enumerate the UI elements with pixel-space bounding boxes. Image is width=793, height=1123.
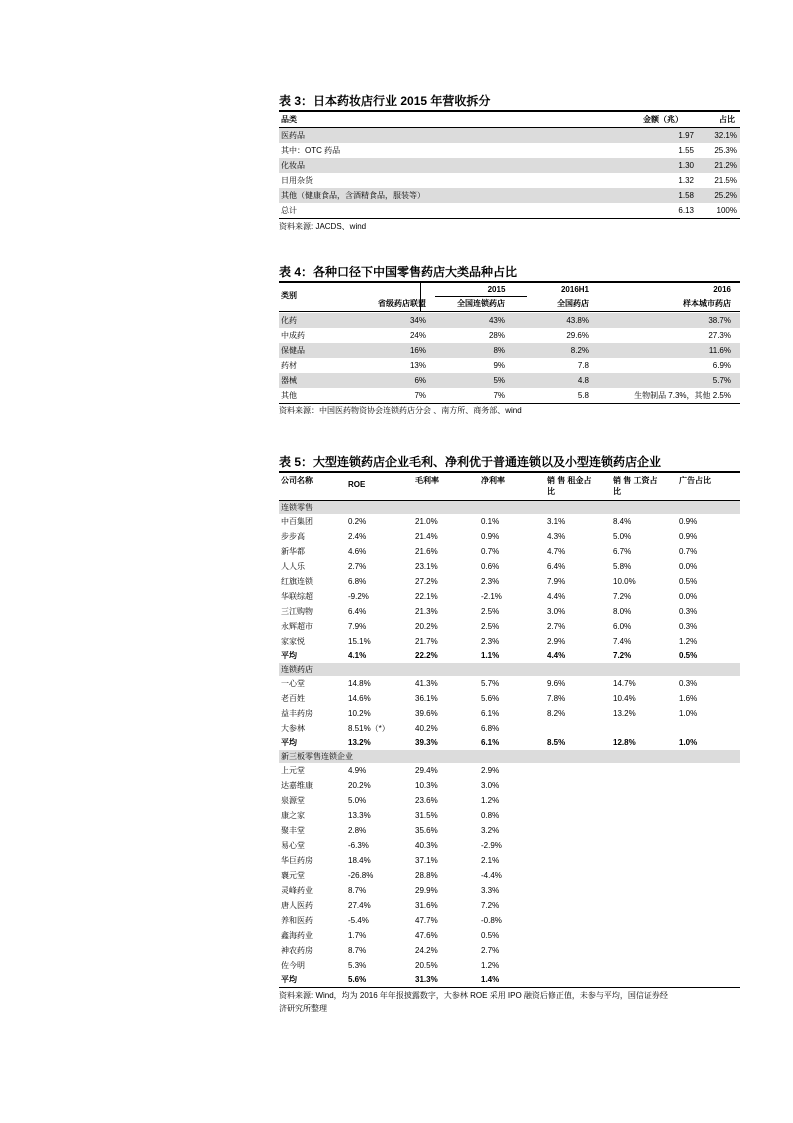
cell-net-margin: 0.1% (481, 517, 500, 526)
cell-ad-ratio: 0.5% (679, 651, 698, 660)
cell-rent-ratio: 4.3% (547, 532, 566, 541)
table-4 (279, 264, 740, 417)
header-2016-sub: 样本城市药店 (683, 299, 731, 308)
cell-gross-margin: 23.6% (415, 796, 438, 805)
cell-national: 4.8 (577, 376, 589, 385)
cell-category: 其中：OTC 药品 (281, 146, 341, 155)
cell-gross-margin: 29.9% (415, 886, 438, 895)
cell-rent-ratio: 8.5% (547, 738, 566, 747)
group-name: 连锁药店 (281, 665, 313, 674)
cell-roe: 2.4% (348, 532, 367, 541)
table-row (279, 778, 740, 793)
table-row (279, 898, 740, 913)
cell-wage-ratio: 8.0% (613, 607, 632, 616)
table-row (279, 514, 740, 529)
cell-gross-margin: 21.7% (415, 637, 438, 646)
cell-gross-margin: 28.8% (415, 871, 438, 880)
cell-company: 康之家 (281, 811, 305, 820)
cell-roe: 7.9% (348, 622, 367, 631)
cell-roe: 8.7% (348, 946, 367, 955)
cell-national-chain: 43% (488, 316, 505, 325)
cell-sample-city: 5.7% (712, 376, 731, 385)
table-row (279, 619, 740, 634)
cell-roe: -26.8% (348, 871, 374, 880)
group-header (279, 663, 740, 676)
table-4-title: 表 4：各种口径下中国零售药店大类品种占比 (279, 265, 518, 279)
cell-company: 上元堂 (281, 766, 305, 775)
cell-net-margin: 6.1% (481, 738, 500, 747)
cell-gross-margin: 22.2% (415, 651, 438, 660)
cell-amount: 1.97 (678, 131, 694, 140)
cell-category: 化药 (281, 316, 297, 325)
table-row (279, 143, 740, 158)
cell-national: 7.8 (577, 361, 589, 370)
cell-national-chain: 7% (493, 391, 505, 400)
cell-amount: 1.58 (678, 191, 694, 200)
table-row (279, 706, 740, 721)
cell-net-margin: 2.1% (481, 856, 500, 865)
table-row (279, 853, 740, 868)
cell-roe: 4.1% (348, 651, 367, 660)
cell-company: 灵峰药业 (281, 886, 313, 895)
cell-ad-ratio: 0.0% (679, 592, 698, 601)
cell-roe: 8.7% (348, 886, 367, 895)
cell-roe: 2.7% (348, 562, 367, 571)
table-row (279, 676, 740, 691)
cell-sample-city: 38.7% (708, 316, 731, 325)
cell-gross-margin: 31.5% (415, 811, 438, 820)
cell-net-margin: 6.8% (481, 724, 500, 733)
table-row (279, 589, 740, 604)
cell-category: 药材 (281, 361, 297, 370)
cell-company: 平均 (281, 975, 297, 984)
cell-national: 43.8% (566, 316, 589, 325)
cell-gross-margin: 31.3% (415, 975, 438, 984)
cell-net-margin: -2.9% (481, 841, 502, 850)
cell-wage-ratio: 5.8% (613, 562, 632, 571)
cell-category: 器械 (281, 376, 297, 385)
cell-gross-margin: 20.5% (415, 961, 438, 970)
cell-company: 新华都 (281, 547, 305, 556)
cell-roe: 5.6% (348, 975, 367, 984)
cell-gross-margin: 24.2% (415, 946, 438, 955)
table-5 (279, 454, 740, 1015)
cell-provincial: 6% (414, 376, 426, 385)
header-rent-ratio: 销 售 租金占 (547, 476, 592, 485)
cell-wage-ratio: 8.4% (613, 517, 632, 526)
cell-net-margin: 0.6% (481, 562, 500, 571)
header-2016h1: 2016H1 (560, 285, 589, 294)
cell-gross-margin: 29.4% (415, 766, 438, 775)
cell-company: 一心堂 (281, 679, 305, 688)
cell-wage-ratio: 10.0% (613, 577, 636, 586)
cell-gross-margin: 22.1% (415, 592, 438, 601)
cell-company: 华巨药房 (281, 856, 313, 865)
cell-national: 5.8 (577, 391, 589, 400)
cell-gross-margin: 40.2% (415, 724, 438, 733)
cell-net-margin: 2.3% (481, 637, 500, 646)
cell-company: 益丰药房 (281, 709, 313, 718)
group-header (279, 750, 740, 763)
cell-national-chain: 5% (493, 376, 505, 385)
cell-company: 养和医药 (281, 916, 313, 925)
header-gross-margin: 毛利率 (415, 476, 439, 485)
cell-roe: -6.3% (348, 841, 369, 850)
cell-company: 大参林 (281, 724, 305, 733)
table-row (279, 808, 740, 823)
cell-company: 老百姓 (281, 694, 305, 703)
cell-rent-ratio: 4.7% (547, 547, 566, 556)
cell-net-margin: 1.2% (481, 796, 500, 805)
cell-net-margin: 2.5% (481, 607, 500, 616)
cell-provincial: 34% (409, 316, 426, 325)
table-row (279, 328, 740, 343)
cell-net-margin: 3.2% (481, 826, 500, 835)
average-row (279, 649, 740, 663)
cell-wage-ratio: 10.4% (613, 694, 636, 703)
cell-share: 25.2% (714, 191, 737, 200)
cell-ad-ratio: 0.5% (679, 577, 698, 586)
header-wage-ratio-2: 比 (613, 487, 621, 496)
cell-roe: 13.2% (348, 738, 371, 747)
cell-net-margin: 1.4% (481, 975, 500, 984)
cell-roe: 27.4% (348, 901, 371, 910)
cell-share: 25.3% (714, 146, 737, 155)
cell-category: 日用杂货 (281, 176, 313, 185)
cell-roe: -5.4% (348, 916, 369, 925)
cell-company: 平均 (281, 738, 297, 747)
cell-company: 聚丰堂 (281, 826, 305, 835)
cell-wage-ratio: 6.7% (613, 547, 632, 556)
header-rent-ratio-2: 比 (547, 487, 555, 496)
table-row (279, 634, 740, 649)
cell-rent-ratio: 7.9% (547, 577, 566, 586)
cell-gross-margin: 35.6% (415, 826, 438, 835)
table-row (279, 913, 740, 928)
cell-rent-ratio: 7.8% (547, 694, 566, 703)
cell-company: 平均 (281, 651, 297, 660)
header-net-margin: 净利率 (481, 476, 505, 485)
cell-national: 29.6% (566, 331, 589, 340)
table-5-header (279, 473, 740, 501)
cell-rent-ratio: 3.1% (547, 517, 566, 526)
table-row (279, 313, 740, 328)
table-3-title: 表 3：日本药妆店行业 2015 年营收拆分 (279, 94, 491, 108)
cell-sample-city: 6.9% (712, 361, 731, 370)
cell-company: 鑫海药业 (281, 931, 313, 940)
cell-category: 医药品 (281, 131, 305, 140)
cell-company: 襄元堂 (281, 871, 305, 880)
header-2015-sub1: 省级药店联盟 (378, 299, 426, 308)
table-row (279, 838, 740, 853)
cell-gross-margin: 36.1% (415, 694, 438, 703)
cell-wage-ratio: 5.0% (613, 532, 632, 541)
cell-rent-ratio: 8.2% (547, 709, 566, 718)
cell-sample-city: 27.3% (708, 331, 731, 340)
group-name: 连锁零售 (281, 503, 313, 512)
cell-wage-ratio: 14.7% (613, 679, 636, 688)
cell-company: 易心堂 (281, 841, 305, 850)
table-5-source-1: 资料来源: Wind，均为 2016 年年报披露数字，大参林 ROE 采用 IPO 融资后修正值，未参与平均，国信证券经 (279, 991, 668, 1000)
header-2016h1-sub: 全国药店 (557, 299, 589, 308)
cell-ad-ratio: 1.0% (679, 738, 698, 747)
cell-net-margin: 2.3% (481, 577, 500, 586)
cell-rent-ratio: 3.0% (547, 607, 566, 616)
cell-gross-margin: 21.3% (415, 607, 438, 616)
table-row (279, 373, 740, 388)
cell-net-margin: 1.2% (481, 961, 500, 970)
table-3 (279, 93, 740, 233)
cell-net-margin: 3.0% (481, 781, 500, 790)
cell-net-margin: 7.2% (481, 901, 500, 910)
table-row (279, 928, 740, 943)
cell-roe: 1.7% (348, 931, 367, 940)
cell-gross-margin: 31.6% (415, 901, 438, 910)
cell-ad-ratio: 0.3% (679, 679, 698, 688)
cell-company: 中百集团 (281, 517, 313, 526)
table-row (279, 604, 740, 619)
cell-roe: 20.2% (348, 781, 371, 790)
cell-category: 化妆品 (281, 161, 305, 170)
cell-rent-ratio: 4.4% (547, 592, 566, 601)
cell-gross-margin: 27.2% (415, 577, 438, 586)
cell-net-margin: 0.5% (481, 931, 500, 940)
table-row (279, 763, 740, 778)
header-2016: 2016 (713, 285, 731, 294)
cell-company: 神农药房 (281, 946, 313, 955)
cell-gross-margin: 21.6% (415, 547, 438, 556)
cell-gross-margin: 10.3% (415, 781, 438, 790)
cell-ad-ratio: 1.2% (679, 637, 698, 646)
cell-net-margin: -2.1% (481, 592, 502, 601)
cell-wage-ratio: 6.0% (613, 622, 632, 631)
cell-ad-ratio: 0.3% (679, 607, 698, 616)
cell-gross-margin: 39.6% (415, 709, 438, 718)
cell-gross-margin: 41.3% (415, 679, 438, 688)
table-4-header (279, 283, 740, 312)
cell-wage-ratio: 13.2% (613, 709, 636, 718)
table-row (279, 691, 740, 706)
average-row (279, 736, 740, 750)
cell-net-margin: 0.8% (481, 811, 500, 820)
header-ad-ratio: 广告占比 (679, 476, 711, 485)
cell-provincial: 13% (409, 361, 426, 370)
cell-ad-ratio: 0.0% (679, 562, 698, 571)
table-row (279, 958, 740, 973)
table-row (279, 793, 740, 808)
cell-category: 保健品 (281, 346, 305, 355)
cell-category: 中成药 (281, 331, 305, 340)
cell-roe: 10.2% (348, 709, 371, 718)
cell-company: 达嘉维康 (281, 781, 313, 790)
table-row (279, 203, 740, 218)
header-category: 品类 (281, 115, 297, 124)
cell-amount: 1.30 (678, 161, 694, 170)
cell-roe: 18.4% (348, 856, 371, 865)
cell-share: 21.5% (714, 176, 737, 185)
cell-roe: -9.2% (348, 592, 369, 601)
cell-amount: 1.32 (678, 176, 694, 185)
cell-roe: 5.3% (348, 961, 367, 970)
cell-net-margin: 0.7% (481, 547, 500, 556)
cell-amount: 6.13 (678, 206, 694, 215)
cell-roe: 14.6% (348, 694, 371, 703)
cell-net-margin: -4.4% (481, 871, 502, 880)
cell-company: 永辉超市 (281, 622, 313, 631)
table-row (279, 188, 740, 203)
header-roe: ROE (348, 480, 366, 489)
table-row (279, 868, 740, 883)
group-header (279, 501, 740, 514)
cell-net-margin: 1.1% (481, 651, 500, 660)
cell-roe: 4.6% (348, 547, 367, 556)
table-row (279, 559, 740, 574)
cell-share: 100% (716, 206, 737, 215)
cell-company: 家家悦 (281, 637, 305, 646)
header-category: 类别 (281, 291, 297, 300)
cell-gross-margin: 21.0% (415, 517, 438, 526)
cell-rent-ratio: 6.4% (547, 562, 566, 571)
table-row (279, 544, 740, 559)
cell-roe: 6.8% (348, 577, 367, 586)
cell-sample-city: 生物制品 7.3%，其他 2.5% (634, 391, 731, 400)
cell-gross-margin: 37.1% (415, 856, 438, 865)
cell-ad-ratio: 0.3% (679, 622, 698, 631)
cell-gross-margin: 23.1% (415, 562, 438, 571)
cell-national: 8.2% (570, 346, 589, 355)
cell-net-margin: 6.1% (481, 709, 500, 718)
cell-net-margin: 2.5% (481, 622, 500, 631)
cell-ad-ratio: 0.7% (679, 547, 698, 556)
cell-net-margin: 3.3% (481, 886, 500, 895)
cell-wage-ratio: 7.2% (613, 592, 632, 601)
cell-net-margin: -0.8% (481, 916, 502, 925)
table-row (279, 574, 740, 589)
cell-gross-margin: 21.4% (415, 532, 438, 541)
cell-provincial: 24% (409, 331, 426, 340)
cell-gross-margin: 47.7% (415, 916, 438, 925)
cell-gross-margin: 39.3% (415, 738, 438, 747)
table-5-source-2: 济研究所整理 (279, 1004, 327, 1013)
cell-provincial: 16% (409, 346, 426, 355)
cell-company: 人人乐 (281, 562, 305, 571)
cell-ad-ratio: 0.9% (679, 517, 698, 526)
cell-company: 佐今明 (281, 961, 305, 970)
cell-net-margin: 5.6% (481, 694, 500, 703)
table-row (279, 943, 740, 958)
cell-company: 泉源堂 (281, 796, 305, 805)
cell-ad-ratio: 0.9% (679, 532, 698, 541)
cell-sample-city: 11.6% (708, 346, 731, 355)
cell-gross-margin: 20.2% (415, 622, 438, 631)
cell-rent-ratio: 9.6% (547, 679, 566, 688)
cell-category: 其他 (281, 391, 297, 400)
header-2015-sub2: 全国连锁药店 (457, 299, 505, 308)
cell-net-margin: 2.7% (481, 946, 500, 955)
table-row (279, 883, 740, 898)
table-row (279, 823, 740, 838)
cell-roe: 14.8% (348, 679, 371, 688)
cell-wage-ratio: 7.4% (613, 637, 632, 646)
table-row (279, 173, 740, 188)
table-row (279, 128, 740, 143)
cell-net-margin: 0.9% (481, 532, 500, 541)
cell-ad-ratio: 1.0% (679, 709, 698, 718)
table-3-source: 资料来源: JACDS、wind (279, 222, 367, 231)
table-row (279, 388, 740, 403)
cell-roe: 0.2% (348, 517, 367, 526)
header-company: 公司名称 (281, 476, 313, 485)
header-2015: 2015 (487, 285, 506, 294)
cell-wage-ratio: 7.2% (613, 651, 632, 660)
cell-company: 步步高 (281, 532, 305, 541)
cell-national-chain: 8% (493, 346, 505, 355)
header-wage-ratio: 销 售 工资占 (613, 476, 658, 485)
cell-rent-ratio: 4.4% (547, 651, 566, 660)
cell-company: 红旗连锁 (281, 577, 313, 586)
cell-national-chain: 9% (493, 361, 505, 370)
cell-category: 总计 (281, 206, 297, 215)
cell-rent-ratio: 2.7% (547, 622, 566, 631)
cell-roe: 5.0% (348, 796, 367, 805)
cell-roe: 8.51%（*） (348, 724, 390, 733)
cell-category: 其他（健康食品，含酒精食品，服装等） (281, 191, 425, 200)
table-row (279, 158, 740, 173)
cell-gross-margin: 40.3% (415, 841, 438, 850)
cell-net-margin: 2.9% (481, 766, 500, 775)
cell-company: 唐人医药 (281, 901, 313, 910)
table-3-header (279, 112, 740, 128)
cell-share: 21.2% (714, 161, 737, 170)
average-row (279, 973, 740, 987)
cell-roe: 13.3% (348, 811, 371, 820)
cell-gross-margin: 47.6% (415, 931, 438, 940)
cell-provincial: 7% (414, 391, 426, 400)
cell-company: 华联综超 (281, 592, 313, 601)
cell-rent-ratio: 2.9% (547, 637, 566, 646)
cell-company: 三江购物 (281, 607, 313, 616)
table-4-source: 资料来源：中国医药物资协会连锁药店分会 、南方所、商务部、wind (279, 406, 522, 415)
cell-amount: 1.55 (678, 146, 694, 155)
header-amount: 金额（兆） (643, 115, 683, 124)
table-row (279, 529, 740, 544)
table-row (279, 343, 740, 358)
group-name: 新三板零售连锁企业 (281, 752, 353, 761)
table-row (279, 358, 740, 373)
cell-roe: 15.1% (348, 637, 371, 646)
cell-ad-ratio: 1.6% (679, 694, 698, 703)
cell-net-margin: 5.7% (481, 679, 500, 688)
cell-share: 32.1% (714, 131, 737, 140)
cell-roe: 4.9% (348, 766, 367, 775)
table-5-title: 表 5：大型连锁药店企业毛利、净利优于普通连锁以及小型连锁药店企业 (279, 455, 662, 469)
cell-national-chain: 28% (488, 331, 505, 340)
cell-wage-ratio: 12.8% (613, 738, 636, 747)
cell-roe: 6.4% (348, 607, 367, 616)
table-row (279, 721, 740, 736)
header-share: 占比 (719, 115, 735, 124)
cell-roe: 2.8% (348, 826, 367, 835)
